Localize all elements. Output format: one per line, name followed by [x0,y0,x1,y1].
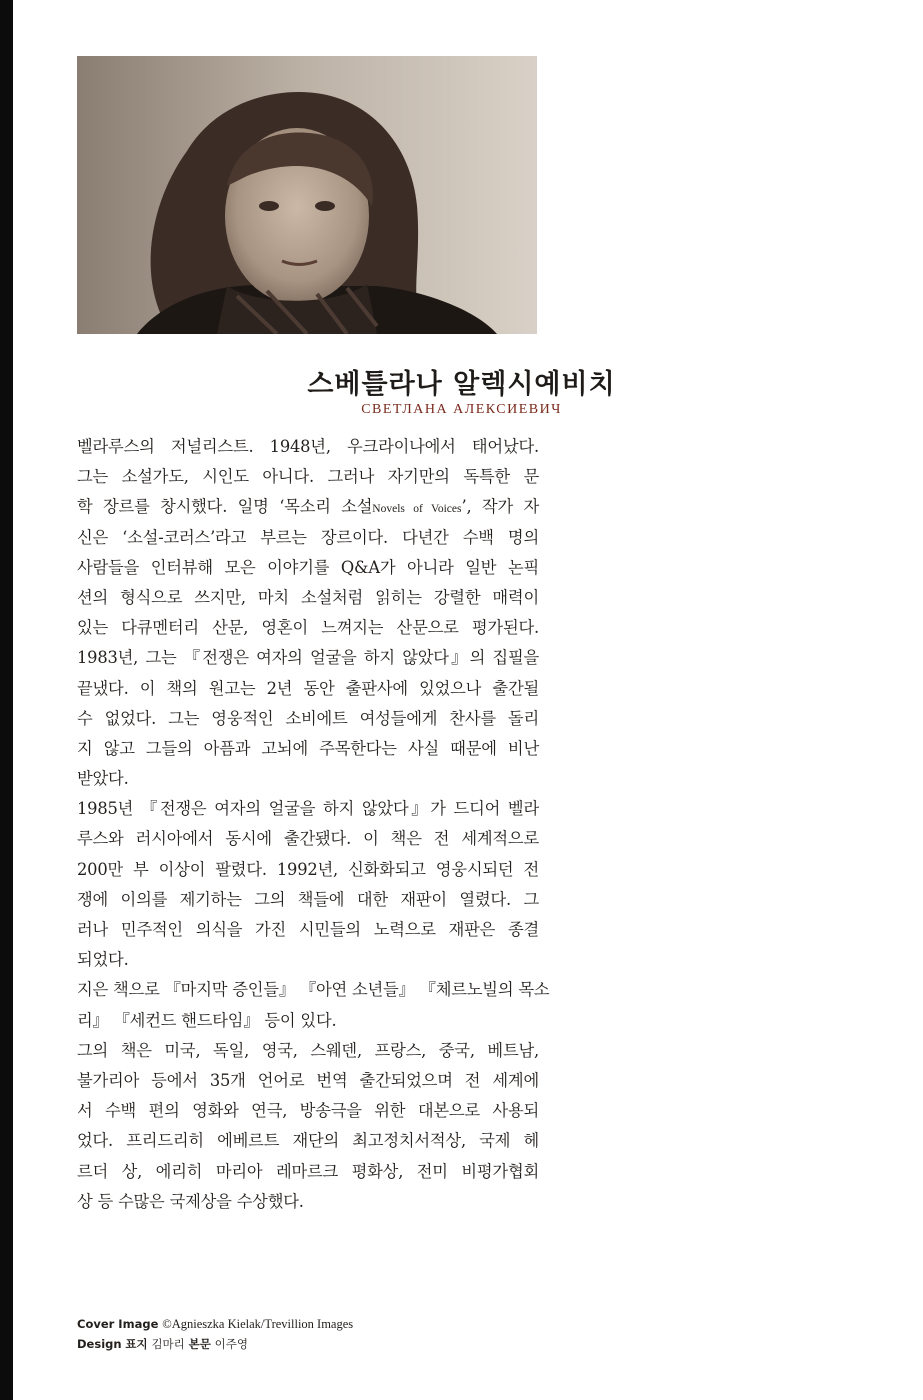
bio-line [77,492,539,522]
bio-paragraph [77,975,550,1035]
bio-line: 었다. 프리드리히 에베르트 재단의 최고정치서적상, 국제 헤 [77,1131,539,1151]
page-edge [0,0,13,1400]
bio-line: 받았다. [77,769,129,789]
bio-line: 상 등 수많은 국제상을 수상했다. [77,1191,304,1211]
bio-line: 쟁에 이의를 제기하는 그의 책들에 대한 재판이 열렸다. 그 [77,889,539,909]
bio-paragraph [77,432,539,643]
bio-line: 200만 부 이상이 팔렸다. 1992년, 신화화되고 영웅시되던 전 [77,859,539,879]
bio-line: 그는 소설가도, 시인도 아니다. 그러나 자기만의 독특한 문 [77,467,539,487]
author-name-russian: СВЕТЛАНА АЛЕКСИЕВИЧ [361,402,562,417]
cover-designer: 김마리 [151,1337,185,1351]
bio-line: 션의 형식으로 쓰지만, 마치 소설처럼 읽히는 강렬한 매력이 [77,587,539,607]
cover-design-label: 표지 [125,1337,148,1351]
bio-paragraph [77,794,539,975]
bio-english-term: Novels of Voices [372,503,462,516]
bio-line: 서 수백 편의 영화와 연극, 방송극을 위한 대본으로 사용되 [77,1101,539,1121]
bio-line: 지은 책으로 『마지막 증인들』 『아연 소년들』 『체르노빌의 목소 [77,980,550,1000]
bio-line: 되었다. [77,950,129,970]
bio-line: 신은 ‘소설-코러스’라고 부르는 장르이다. 다년간 수백 명의 [77,527,539,547]
bio-line: 불가리아 등에서 35개 언어로 번역 출간되었으며 전 세계에 [77,1070,539,1090]
author-biography [77,432,550,1217]
bio-line: 1983년, 그는 『전쟁은 여자의 얼굴을 하지 않았다』의 집필을 [77,648,539,668]
bio-paragraph [77,643,539,794]
bio-line: 러나 민주적인 의식을 가진 시민들의 노력으로 재판은 종결 [77,920,539,939]
bio-line: 있는 다큐멘터리 산문, 영혼이 느껴지는 산문으로 평가된다. [77,618,539,638]
bio-line: 지 않고 그들의 아픔과 고뇌에 주목한다는 사실 때문에 비난 [77,738,539,758]
bio-line: 사람들을 인터뷰해 모은 이야기를 Q&A가 아니라 일반 논픽 [77,557,539,577]
bio-line-text: 학 장르를 창시했다. 일명 ‘목소리 소설 [77,497,373,517]
bio-line-text: ’, 작가 자 [461,497,539,517]
bio-line: 벨라루스의 저널리스트. 1948년, 우크라이나에서 태어났다. [77,437,539,456]
body-design-label: 본문 [188,1337,211,1351]
bio-line: 루스와 러시아에서 동시에 출간됐다. 이 책은 전 세계적으로 [77,829,539,849]
credits [77,1314,353,1354]
bio-line: 그의 책은 미국, 독일, 영국, 스웨덴, 프랑스, 중국, 베트남, [77,1040,539,1060]
bio-line: 끝냈다. 이 책의 원고는 2년 동안 출판사에 있었으나 출간될 [77,678,539,698]
body-designer: 이주영 [214,1337,248,1351]
cover-image-label: Cover Image [77,1317,159,1331]
bio-line: 수 없었다. 그는 영웅적인 소비에트 여성들에게 찬사를 돌리 [77,708,539,728]
bio-line: 르더 상, 에리히 마리아 레마르크 평화상, 전미 비평가협회 [77,1161,539,1181]
bio-line: 1985년 『전쟁은 여자의 얼굴을 하지 않았다』가 드디어 벨라 [77,799,539,819]
design-credit [77,1334,353,1354]
bio-line: 리』 『세컨드 핸드타임』 등이 있다. [77,1010,337,1030]
cover-image-source: ©Agnieszka Kielak/Trevillion Images [162,1317,354,1331]
author-name-korean: 스베틀라나 알렉시예비치 [307,369,616,400]
cover-image-credit [77,1314,353,1334]
design-label: Design [77,1337,122,1351]
bio-paragraph [77,1036,539,1217]
author-photo [77,56,537,334]
